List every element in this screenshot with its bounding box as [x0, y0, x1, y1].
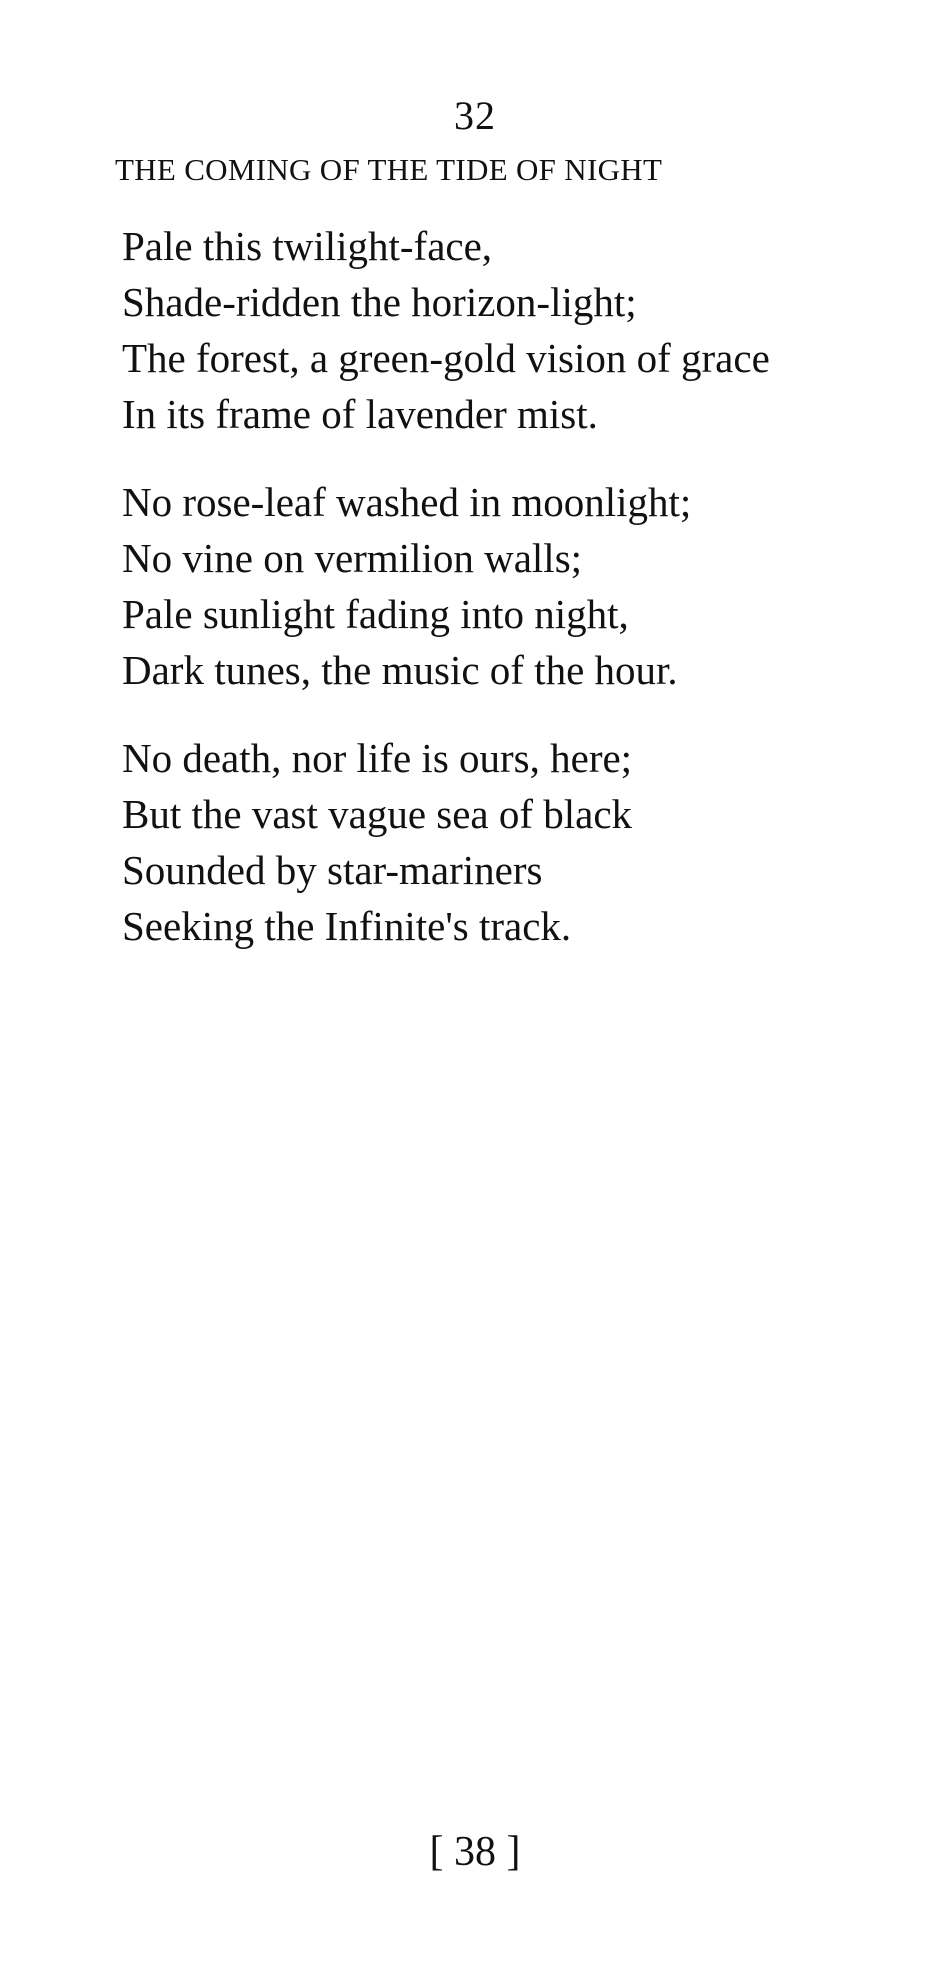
- page-folio: [ 38 ]: [429, 1829, 521, 1875]
- poem-line: In its frame of lavender mist.: [122, 391, 598, 437]
- stanza-2: [122, 474, 922, 698]
- poem-body: [122, 218, 922, 986]
- poem-line: No death, nor life is ours, here;: [122, 735, 633, 781]
- poem-line: No rose-leaf washed in moonlight;: [122, 479, 692, 525]
- poem-title: THE COMING OF THE TIDE OF NIGHT: [115, 152, 663, 187]
- poem-line: No vine on vermilion walls;: [122, 535, 583, 581]
- poem-line: Pale sunlight fading into night,: [122, 591, 629, 637]
- poem-line: The forest, a green-gold vision of grace: [122, 335, 770, 381]
- poem-line: Sounded by star-mariners: [122, 847, 543, 893]
- poem-line: Pale this twilight-face,: [122, 223, 493, 269]
- stanza-3: [122, 730, 922, 954]
- poem-line: Shade-ridden the horizon-light;: [122, 279, 637, 325]
- poem-number: 32: [454, 93, 496, 138]
- poem-line: Dark tunes, the music of the hour.: [122, 647, 678, 693]
- poem-line: Seeking the Infinite's track.: [122, 903, 572, 949]
- poem-line: But the vast vague sea of black: [122, 791, 633, 837]
- stanza-1: [122, 218, 922, 442]
